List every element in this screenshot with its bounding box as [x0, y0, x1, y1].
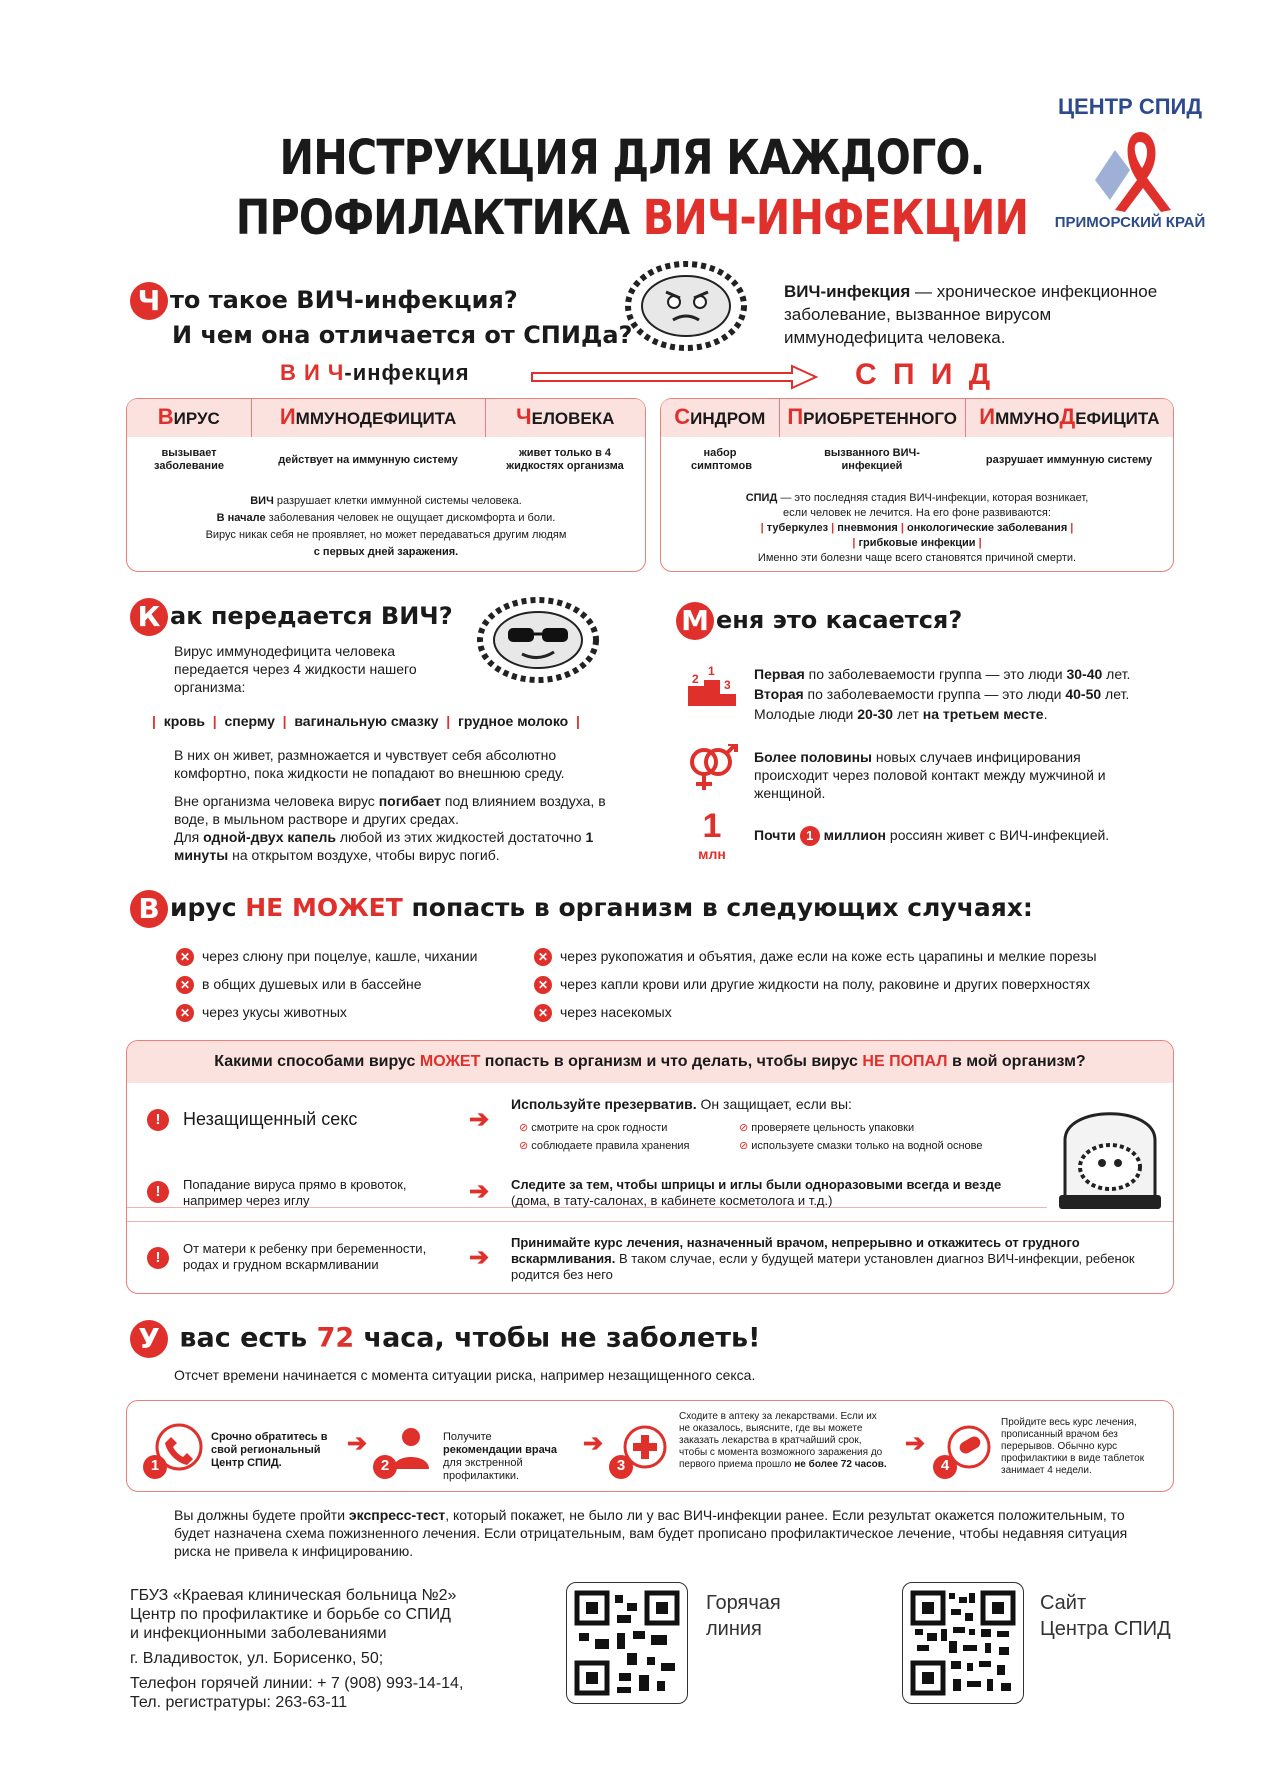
how-p3: Для одной-двух капель любой из этих жидкостей достаточно 1 минуты на открытом воздухе, чтобы вирус погиб. [174, 829, 594, 863]
x-icon: ✕ [534, 1004, 552, 1022]
aids-label: С П И Д [855, 358, 995, 391]
hiv-definition: ВИЧ-инфекция — хроническое инфекционное заболевание, вызванное вирусом иммунодефицита человека. [784, 282, 1158, 347]
logo-top-text: ЦЕНТР СПИД [1057, 94, 1203, 119]
qr-code-website[interactable] [902, 1582, 1024, 1704]
million-number: 1 [702, 807, 722, 845]
fluids-list: | кровь | сперму | вагинальную смазку | грудное молоко | [152, 713, 580, 729]
arrow-right-icon: ➔ [583, 1430, 604, 1457]
arrow-right-icon: ➔ [469, 1106, 490, 1133]
me-heading: М еня это касается? [676, 602, 962, 640]
aids-col-3-title: ИММУНОДЕФИЦИТА [965, 399, 1173, 437]
logo-bottom-text: ПРИМОРСКИЙ КРАЙ [1054, 214, 1206, 231]
list-item: ✕ через укусы животных [176, 998, 526, 1026]
hiv-col-3-title: ЧЕЛОВЕКА [485, 399, 645, 437]
aids-description: СПИД — это последняя стадия ВИЧ-инфекции, которая возникает, если человек не лечится. На его фоне развиваются: | туберкулез | пневмония | онкологические заболевания | | грибковые инфекции | Именно эти болезни чаще всего становятся причиной смерти. [745, 492, 1089, 564]
virus-sunglasses-icon [470, 590, 606, 688]
row3-risk: От матери к ребенку при беременности, родах и грудном вскармливании [183, 1241, 427, 1272]
row2-advice: Следите за тем, чтобы шприцы и иглы были одноразовыми всегда и везде (дома, в тату-салонах, в кабинете косметолога и т.д.) [511, 1177, 1002, 1208]
aids-box: СИНДРОМ ПРИОБРЕТЕННОГО ИММУНОДЕФИЦИТА набор симптомов вызванного ВИЧ-инфекцией разрушает иммунную систему СПИД — это последняя стадия ВИЧ-инфекции, которая возникает, если человек не лечится. На его фоне развиваются: | туберкулез | пневмония | онкологические заболевания | | грибковые инфекции | Именно эти болезни чаще всего становятся причиной смерти. [660, 398, 1174, 572]
cannot-right-list [534, 942, 1174, 1026]
qr-website-label: Сайт Центра СПИД [1040, 1592, 1171, 1640]
list-item: ✕ в общих душевых или в бассейне [176, 970, 526, 998]
arrow-right-icon: ➔ [347, 1430, 368, 1457]
hours-heading: У вас есть 72 часа, чтобы не заболеть! [130, 1320, 760, 1358]
what-heading: Ч то такое ВИЧ-инфекция? И чем она отличается от СПИДа? [130, 282, 632, 350]
arrow-right-icon: ➔ [469, 1244, 490, 1271]
check-icon: ⊘ [739, 1122, 752, 1134]
cannot-left-list [176, 942, 526, 1026]
step-3-text: Сходите в аптеку за лекарствами. Если их не оказалось, выясните, где вы можете заказать лекарства в кратчайший срок, чтобы с момента возможного заражения до первого приема прошло не более 72 часов. [679, 1411, 887, 1470]
row1-risk: Незащищенный секс [183, 1109, 358, 1129]
how-p1: В них он живет, размножается и чувствует себя абсолютно комфортно, пока жидкости не попадают во внешнюю среду. [174, 747, 565, 781]
row1-advice: Используйте презерватив. Он защищает, если вы: [511, 1096, 852, 1112]
hiv-box: ВИРУС ИММУНОДЕФИЦИТА ЧЕЛОВЕКА вызывает заболевание действует на иммунную систему живет только в 4 жидкостях организма ВИЧ разрушает клетки иммунной системы человека. В начале заболевания человек не ощущает дискомфорта и боли. Вирус никак себя не проявляет, но может передаваться другим людям с первых дней заражения. [126, 398, 646, 572]
hiv-description: ВИЧ разрушает клетки иммунной системы человека. В начале заболевания человек не ощущает дискомфорта и боли. Вирус никак себя не проявляет, но может передаваться другим людям с первых дней заражения. [205, 495, 567, 558]
podium-icon: 2 1 3 [688, 666, 736, 706]
can-box [126, 1040, 1174, 1294]
arrow-right-icon [530, 364, 820, 390]
footer-contacts: ГБУЗ «Краевая клиническая больница №2» Центр по профилактике и борьбе со СПИД и инфекционными заболеваниями г. Владивосток, ул. Борисенко, 50; Телефон горячей линии: + 7 (908) 993-14-14, Тел. регистратуры: 263-63-11 [130, 1587, 464, 1711]
warning-icon: ! [147, 1247, 169, 1269]
can-heading: Какими способами вирус МОЖЕТ попасть в организм и что делать, чтобы вирус НЕ ПОПАЛ в мой организм? [127, 1041, 1173, 1083]
row2-risk: Попадание вируса прямо в кровоток, например через иглу [183, 1177, 407, 1208]
step-1-text: Срочно обратитесь в свой региональный Центр СПИД. [211, 1431, 328, 1469]
million-unit: млн [698, 846, 726, 862]
how-intro: Вирус иммунодефицита человека передается через 4 жидкости нашего организма: [174, 643, 417, 695]
step-2-text: Получите рекомендации врача для экстренной профилактики. [443, 1431, 557, 1482]
gender-symbols-icon [684, 744, 740, 794]
arrow-right-icon: ➔ [469, 1178, 490, 1205]
arrow-right-icon: ➔ [905, 1430, 926, 1457]
heterosexual-stat: Более половины новых случаев инфицирования происходит через половой контакт между мужчиной и женщиной. [754, 749, 1106, 801]
steps-box: 1 Срочно обратитесь в свой региональный Центр СПИД. ➔ 2 Получите рекомендации врача для экстренной профилактики. ➔ 3 Сходите в аптеку за лекарствами. Если их не оказалось, выясните, где вы можете заказать лекарства в кратчайший срок, чтобы с момента возможного заражения до первого приема прошло не более 72 часов. ➔ 4 Пройдите весь курс лечения, прописанный врачом без перерывов. Обычно курс профилактики в виде таблеток занимает 4 недели. [126, 1400, 1174, 1492]
check-icon: ⊘ [739, 1140, 752, 1152]
hiv-col-1-title: ВИРУС [127, 399, 251, 437]
million-stat: Почти 1 миллион россиян живет с ВИЧ-инфекцией. [754, 826, 1174, 846]
page-title: ИНСТРУКЦИЯ ДЛЯ КАЖДОГО. ПРОФИЛАКТИКА ВИЧ-ИНФЕКЦИИ [235, 130, 1029, 246]
x-icon: ✕ [176, 976, 194, 994]
row1-checks-left: ⊘ смотрите на срок годности ⊘ соблюдаете правила хранения [519, 1122, 690, 1152]
x-icon: ✕ [176, 948, 194, 966]
list-item: ✕ через рукопожатия и объятия, даже если на коже есть царапины и мелкие порезы [534, 942, 1174, 970]
aids-col-1-title: СИНДРОМ [661, 399, 779, 437]
row1-checks-right: ⊘ проверяете цельность упаковки ⊘ используете смазки только на водной основе [739, 1122, 983, 1152]
cannot-heading: В ирус НЕ МОЖЕТ попасть в организм в следующих случаях: [130, 890, 1033, 928]
list-item: ✕ через капли крови или другие жидкости на полу, раковине и других поверхностях [534, 970, 1174, 998]
check-icon: ⊘ [519, 1122, 532, 1134]
row3-advice: Принимайте курс лечения, назначенный врачом, непрерывно и откажитесь от грудного вскармливания. В таком случае, если у будущей матери установлен диагноз ВИЧ-инфекции, ребенок родится без него [511, 1235, 1135, 1282]
virus-angry-icon [618, 256, 754, 356]
list-item: ✕ через слюну при поцелуе, кашле, чихании [176, 942, 526, 970]
qr-code-hotline[interactable] [566, 1582, 688, 1704]
hiv-label: В И Ч-инфекция [280, 360, 470, 385]
express-test-text: Вы должны будете пройти экспресс-тест, который покажет, не было ли у вас ВИЧ-инфекции ранее. Если результат окажется положительным, то будет назначена схема пожизненного лечения. Если отрицательным, вам будет прописано профилактическое лечение, чтобы недавняя ситуация риска не привела к инфицированию. [174, 1507, 1128, 1559]
aids-col-2-title: ПРИОБРЕТЕННОГО [779, 399, 965, 437]
age-stats: Первая по заболеваемости группа — это люди 30-40 лет. Вторая по заболеваемости группа — это люди 40-50 лет. Молодые люди 20-30 лет на третьем месте. [754, 666, 1131, 722]
x-icon: ✕ [534, 948, 552, 966]
virus-jar-icon [1055, 1095, 1165, 1215]
warning-icon: ! [147, 1181, 169, 1203]
hiv-col-2-title: ИММУНОДЕФИЦИТА [251, 399, 485, 437]
check-icon: ⊘ [519, 1140, 532, 1152]
step-4-text: Пройдите весь курс лечения, прописанный врачом без перерывов. Обычно курс профилактики в виде таблеток занимает 4 недели. [1001, 1417, 1145, 1476]
x-icon: ✕ [176, 1004, 194, 1022]
qr-hotline-label: Горячая линия [706, 1592, 781, 1640]
how-p2: Вне организма человека вирус погибает под влиянием воздуха, в воде, в мыльном растворе и других средах. [174, 793, 606, 827]
x-icon: ✕ [534, 976, 552, 994]
hours-subtitle: Отсчет времени начинается с момента ситуации риска, например незащищенного секса. [174, 1367, 756, 1383]
warning-icon: ! [147, 1109, 169, 1131]
how-heading: К ак передается ВИЧ? [130, 598, 453, 636]
list-item: ✕ через насекомых [534, 998, 1174, 1026]
